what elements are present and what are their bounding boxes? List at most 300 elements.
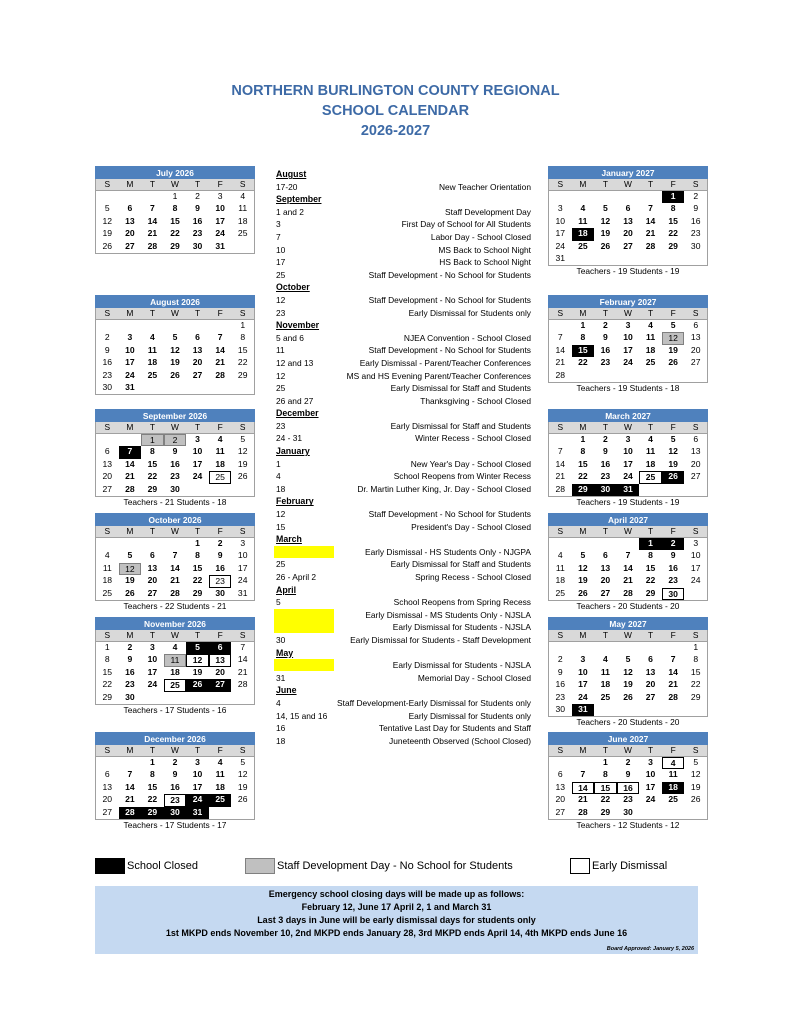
day-cell: 8	[150, 446, 155, 457]
day-cell: 29	[102, 691, 113, 702]
highlight-marker	[274, 621, 334, 633]
day-cell: 23	[192, 228, 203, 239]
weekday-label: W	[171, 526, 179, 536]
day-cell: 26	[102, 240, 113, 251]
day-cell: 11	[164, 654, 187, 666]
weekday-label: S	[692, 745, 699, 755]
day-cell: 30	[192, 240, 203, 251]
empty-cell	[231, 807, 254, 819]
day-cell: 8	[195, 550, 200, 561]
event-month-heading	[276, 584, 531, 597]
empty-cell	[662, 642, 685, 654]
day-cell: 3	[217, 191, 223, 201]
weekday-label: S	[692, 308, 699, 318]
day-cell: 17	[623, 344, 633, 355]
day-cell: 20	[690, 344, 701, 355]
weekday-label: F	[670, 745, 676, 755]
day-cell: 19	[125, 575, 135, 586]
day-cell: 28	[170, 587, 180, 598]
day-cell: 3	[127, 332, 133, 343]
day-cell: 19	[237, 458, 248, 469]
day-cell: 20	[102, 794, 113, 805]
day-cell: 17	[192, 781, 203, 792]
day-cell: 23	[690, 228, 701, 239]
day-cell: 31	[617, 484, 640, 496]
weekday-label: T	[602, 179, 608, 189]
day-cell: 13	[125, 215, 135, 226]
weekday-label: F	[217, 745, 223, 755]
event-row	[276, 370, 531, 383]
weekday-label: S	[104, 308, 111, 318]
event-month-heading	[276, 495, 531, 508]
day-cell: 22	[668, 228, 678, 239]
day-cell: 16	[192, 215, 203, 226]
empty-cell	[662, 484, 685, 496]
empty-cell	[639, 642, 662, 654]
weekday-label: M	[126, 526, 134, 536]
day-cell: 5	[240, 757, 246, 767]
empty-cell	[594, 642, 617, 654]
day-cell: 27	[125, 240, 135, 251]
event-date: 1 and 2	[276, 206, 304, 217]
event-row	[276, 546, 531, 559]
day-cell: 11	[555, 562, 565, 573]
day-cell: 15	[102, 666, 113, 677]
day-cell: 2	[662, 538, 685, 550]
weekday-label: F	[217, 179, 223, 189]
weekday-label: M	[126, 422, 134, 432]
day-cell: 21	[645, 228, 656, 239]
day-cell: 16	[215, 562, 225, 573]
weekday-label: S	[239, 630, 246, 640]
event-month-heading	[276, 168, 531, 181]
event-description: Memorial Day - School Closed	[417, 672, 531, 683]
day-cell: 28	[555, 369, 566, 380]
day-cell: 20	[600, 575, 611, 586]
event-month-heading	[276, 647, 531, 660]
day-cell: 16	[555, 679, 566, 690]
day-cell: 9	[217, 550, 223, 561]
month-header: December 2026	[95, 732, 255, 745]
day-cell: 12	[237, 769, 248, 780]
day-cell: 1	[141, 434, 164, 446]
weekday-label: F	[670, 630, 676, 640]
weekday-label: W	[171, 308, 179, 318]
day-cell: 10	[192, 769, 203, 780]
weekday-header	[548, 526, 708, 538]
event-description: Staff Development - No School for Students	[368, 345, 531, 356]
day-cell: 24	[578, 691, 588, 702]
day-cell: 16	[690, 215, 701, 226]
event-row	[276, 735, 531, 748]
empty-cell	[209, 382, 232, 394]
day-cell: 12	[600, 215, 611, 226]
weekday-label: S	[692, 179, 699, 189]
day-cell: 18	[645, 344, 656, 355]
weekday-label: S	[104, 422, 111, 432]
day-count-footer: Teachers - 21 Students - 18	[123, 496, 227, 507]
day-cell: 7	[150, 203, 155, 214]
event-description: MS Back to School Night	[438, 244, 531, 255]
event-date: 12	[276, 509, 286, 520]
weekday-header	[548, 745, 708, 757]
day-cell: 26	[662, 471, 685, 483]
empty-cell	[164, 320, 187, 332]
day-cell: 5	[625, 654, 631, 665]
empty-cell	[164, 538, 187, 550]
legend-early	[570, 858, 700, 874]
day-cell: 28	[125, 483, 135, 494]
day-cell: 18	[215, 781, 225, 792]
day-cell: 8	[670, 203, 676, 214]
day-cell: 5	[172, 332, 178, 343]
day-cell: 19	[192, 666, 203, 677]
empty-cell	[684, 704, 707, 716]
day-cell: 7	[625, 550, 631, 561]
weekday-label: T	[195, 308, 201, 318]
empty-cell	[119, 538, 142, 550]
day-cell: 11	[215, 769, 225, 780]
day-cell: 9	[693, 203, 699, 214]
day-cell: 10	[623, 332, 633, 343]
empty-cell	[684, 588, 707, 600]
legend-closed-label: School Closed	[127, 860, 198, 872]
day-cell: 16	[600, 344, 611, 355]
note-line-4: 1st MKPD ends November 10, 2nd MKPD ends January 28, 3rd MKPD ends April 14, 4th MKPD ends June 16	[165, 928, 628, 938]
legend-staff-label: Staff Development Day - No School for Students	[277, 860, 513, 872]
day-cell: 6	[693, 434, 699, 444]
day-cell: 13	[209, 654, 232, 666]
empty-cell	[617, 370, 640, 382]
empty-cell	[96, 320, 119, 332]
day-cell: 28	[555, 483, 566, 494]
day-grid	[548, 757, 708, 820]
day-cell: 21	[623, 575, 633, 586]
day-cell: 3	[195, 757, 200, 767]
day-cell: 14	[623, 562, 633, 573]
day-cell: 11	[215, 446, 225, 457]
weekday-label: T	[149, 308, 155, 318]
day-cell: 20	[147, 575, 158, 586]
day-cell: 26	[623, 691, 633, 702]
event-date: 3	[276, 219, 281, 230]
day-cell: 24	[215, 228, 225, 239]
day-cell: 19	[668, 344, 678, 355]
day-cell: 5	[580, 550, 586, 561]
day-cell: 5	[693, 757, 699, 767]
day-cell: 28	[147, 240, 158, 251]
event-date: 12 and 13	[276, 357, 314, 368]
weekday-label: M	[579, 526, 587, 536]
event-month-heading	[276, 193, 531, 206]
weekday-label: T	[602, 526, 608, 536]
day-cell: 25	[102, 587, 113, 598]
day-cell: 21	[668, 679, 678, 690]
event-date: 18	[276, 483, 286, 494]
event-date: 7	[276, 231, 281, 242]
day-cell: 1	[580, 434, 586, 444]
day-cell: 3	[648, 757, 653, 767]
weekday-label: T	[648, 526, 654, 536]
day-cell: 9	[172, 446, 178, 457]
event-date: 23	[276, 420, 286, 431]
day-cell: 31	[555, 252, 566, 263]
day-cell: 9	[603, 332, 608, 343]
empty-cell	[231, 382, 254, 394]
event-date: 12	[276, 294, 286, 305]
day-cell: 1	[639, 538, 662, 550]
day-cell: 26	[125, 587, 135, 598]
event-row	[276, 722, 531, 735]
month-calendar	[548, 409, 708, 508]
day-cell: 25	[645, 357, 656, 368]
note-line-3: Last 3 days in June will be early dismissal days for students only	[257, 915, 536, 925]
day-cell: 14	[237, 654, 248, 665]
note-line-1: Emergency school closing days will be made up as follows:	[268, 889, 525, 899]
empty-cell	[639, 704, 662, 716]
event-row	[276, 256, 531, 269]
day-cell: 21	[147, 228, 158, 239]
weekday-label: T	[602, 422, 608, 432]
day-cell: 11	[646, 446, 656, 457]
event-date: 31	[276, 672, 286, 683]
day-cell: 24	[645, 794, 656, 805]
day-cell: 25	[237, 228, 248, 239]
day-cell: 30	[215, 587, 225, 598]
event-date: 5	[276, 597, 281, 608]
day-grid	[95, 642, 255, 705]
empty-cell	[662, 253, 685, 265]
day-cell: 6	[104, 446, 110, 457]
day-cell: 3	[580, 654, 586, 665]
day-grid	[548, 642, 708, 717]
day-cell: 8	[104, 654, 110, 665]
event-row	[276, 395, 531, 408]
day-cell: 28	[623, 587, 633, 598]
event-date: 4	[276, 471, 281, 482]
day-cell: 23	[600, 357, 611, 368]
weekday-label: W	[624, 630, 632, 640]
event-date: 26 and 27	[276, 395, 314, 406]
month-header: May 2027	[548, 617, 708, 630]
day-cell: 12	[186, 654, 209, 666]
weekday-label: W	[624, 526, 632, 536]
event-row	[276, 596, 531, 609]
weekday-label: F	[217, 630, 223, 640]
weekday-label: T	[149, 630, 155, 640]
day-cell: 20	[102, 471, 113, 482]
events-list	[276, 168, 531, 747]
day-cell: 15	[192, 562, 203, 573]
day-cell: 6	[557, 769, 563, 780]
weekday-label: S	[692, 526, 699, 536]
day-cell: 4	[662, 757, 685, 769]
month-calendar	[95, 409, 255, 508]
empty-cell	[119, 191, 142, 203]
day-count-footer: Teachers - 19 Students - 18	[576, 382, 680, 393]
event-date: 26 - April 2	[276, 572, 317, 582]
day-count-footer: Teachers - 12 Students - 12	[576, 819, 680, 830]
day-cell: 19	[102, 228, 113, 239]
event-description: Early Dismissal - MS Students Only - NJSLA	[365, 609, 531, 620]
weekday-label: S	[239, 308, 246, 318]
highlight-marker	[274, 659, 334, 671]
day-cell: 10	[690, 550, 701, 561]
event-description: Dr. Martin Luther King, Jr. Day - School Closed	[357, 483, 531, 494]
event-row	[276, 609, 531, 622]
day-cell: 4	[603, 654, 608, 665]
day-cell: 14	[572, 782, 595, 794]
event-description: HS Back to School Night	[439, 257, 531, 268]
weekday-label: S	[104, 179, 111, 189]
weekday-label: T	[602, 308, 608, 318]
empty-cell	[209, 320, 232, 332]
weekday-label: T	[648, 422, 654, 432]
weekday-label: F	[670, 422, 676, 432]
day-cell: 2	[603, 320, 608, 330]
day-cell: 18	[600, 679, 611, 690]
month-heading-label: November	[276, 320, 320, 331]
event-description: MS and HS Evening Parent/Teacher Conferences	[346, 370, 531, 381]
weekday-label: M	[579, 179, 587, 189]
day-cell: 17	[237, 562, 248, 573]
event-description: Early Dismissal for Students only	[408, 710, 531, 721]
day-cell: 23	[164, 794, 187, 806]
month-calendar	[95, 513, 255, 612]
month-header: March 2027	[548, 409, 708, 422]
empty-cell	[572, 253, 595, 265]
day-cell: 23	[600, 471, 611, 482]
weekday-label: S	[557, 526, 564, 536]
day-cell: 21	[125, 471, 135, 482]
event-row	[276, 294, 531, 307]
day-cell: 27	[209, 679, 232, 691]
day-cell: 30	[102, 381, 113, 392]
event-date: 11	[276, 345, 285, 356]
day-cell: 11	[646, 332, 656, 343]
day-cell: 22	[600, 794, 611, 805]
day-cell: 15	[668, 215, 678, 226]
highlight-marker	[274, 609, 334, 621]
day-cell: 29	[645, 587, 656, 598]
day-cell: 1	[150, 757, 155, 767]
day-cell: 22	[237, 357, 248, 368]
day-cell: 14	[170, 562, 180, 573]
day-cell: 30	[164, 807, 187, 819]
day-cell: 8	[580, 446, 586, 457]
event-row	[276, 483, 531, 496]
day-cell: 20	[623, 228, 633, 239]
event-row	[276, 231, 531, 244]
day-cell: 9	[625, 769, 631, 780]
day-cell: 12	[662, 332, 685, 344]
month-calendar	[548, 166, 708, 277]
event-date: 14, 15 and 16	[276, 710, 328, 721]
day-cell: 7	[557, 332, 563, 343]
day-cell: 16	[102, 357, 113, 368]
event-description: Early Dismissal for Students only	[408, 307, 531, 318]
highlight-marker	[274, 546, 334, 558]
event-row	[276, 571, 531, 584]
day-grid	[95, 434, 255, 497]
month-heading-label: April	[276, 584, 297, 595]
day-cell: 14	[125, 458, 135, 469]
day-cell: 6	[603, 550, 608, 561]
day-cell: 9	[127, 654, 133, 665]
day-cell: 24	[125, 369, 135, 380]
month-heading-label: February	[276, 496, 314, 507]
day-cell: 17	[215, 215, 225, 226]
weekday-label: T	[648, 745, 654, 755]
empty-cell	[572, 538, 595, 550]
event-description: NJEA Convention - School Closed	[403, 332, 531, 343]
day-cell: 26	[170, 369, 180, 380]
day-cell: 25	[209, 794, 232, 806]
day-cell: 16	[170, 458, 180, 469]
day-cell: 27	[623, 240, 633, 251]
day-cell: 9	[603, 446, 608, 457]
day-cell: 30	[690, 240, 701, 251]
weekday-label: T	[195, 630, 201, 640]
day-cell: 13	[102, 781, 113, 792]
day-grid	[548, 191, 708, 266]
day-cell: 29	[170, 240, 180, 251]
empty-cell	[639, 191, 662, 203]
day-cell: 8	[240, 332, 246, 343]
event-month-heading	[276, 281, 531, 294]
day-cell: 26	[690, 794, 701, 805]
day-cell: 5	[240, 434, 246, 444]
event-date: 23	[276, 307, 286, 318]
weekday-header	[548, 179, 708, 191]
day-cell: 16	[125, 666, 135, 677]
month-header: February 2027	[548, 295, 708, 308]
day-cell: 29	[572, 484, 595, 496]
day-grid	[548, 538, 708, 601]
day-cell: 23	[668, 575, 678, 586]
day-cell: 31	[186, 807, 209, 819]
day-cell: 13	[690, 332, 701, 343]
day-cell: 7	[172, 550, 178, 561]
weekday-header	[95, 179, 255, 191]
month-heading-label: September	[276, 194, 322, 205]
weekday-label: W	[624, 422, 632, 432]
weekday-label: S	[239, 745, 246, 755]
event-row	[276, 269, 531, 282]
day-cell: 17	[147, 666, 158, 677]
day-cell: 27	[102, 806, 113, 817]
day-cell: 28	[645, 240, 656, 251]
day-cell: 2	[104, 332, 110, 343]
empty-cell	[662, 370, 685, 382]
event-description: Juneteenth Observed (School Closed)	[389, 735, 531, 746]
event-date: 17	[276, 257, 286, 268]
day-cell: 15	[645, 562, 656, 573]
day-cell: 5	[186, 642, 209, 654]
empty-cell	[209, 484, 232, 496]
empty-cell	[96, 191, 119, 203]
weekday-header	[95, 308, 255, 320]
empty-cell	[594, 253, 617, 265]
day-grid	[95, 538, 255, 601]
event-date: 25	[276, 559, 286, 570]
day-cell: 10	[645, 769, 656, 780]
event-row	[276, 218, 531, 231]
weekday-header	[95, 745, 255, 757]
early-swatch	[570, 858, 590, 874]
event-description: Early Dismissal - Parent/Teacher Conferences	[359, 357, 531, 368]
event-month-heading	[276, 319, 531, 332]
